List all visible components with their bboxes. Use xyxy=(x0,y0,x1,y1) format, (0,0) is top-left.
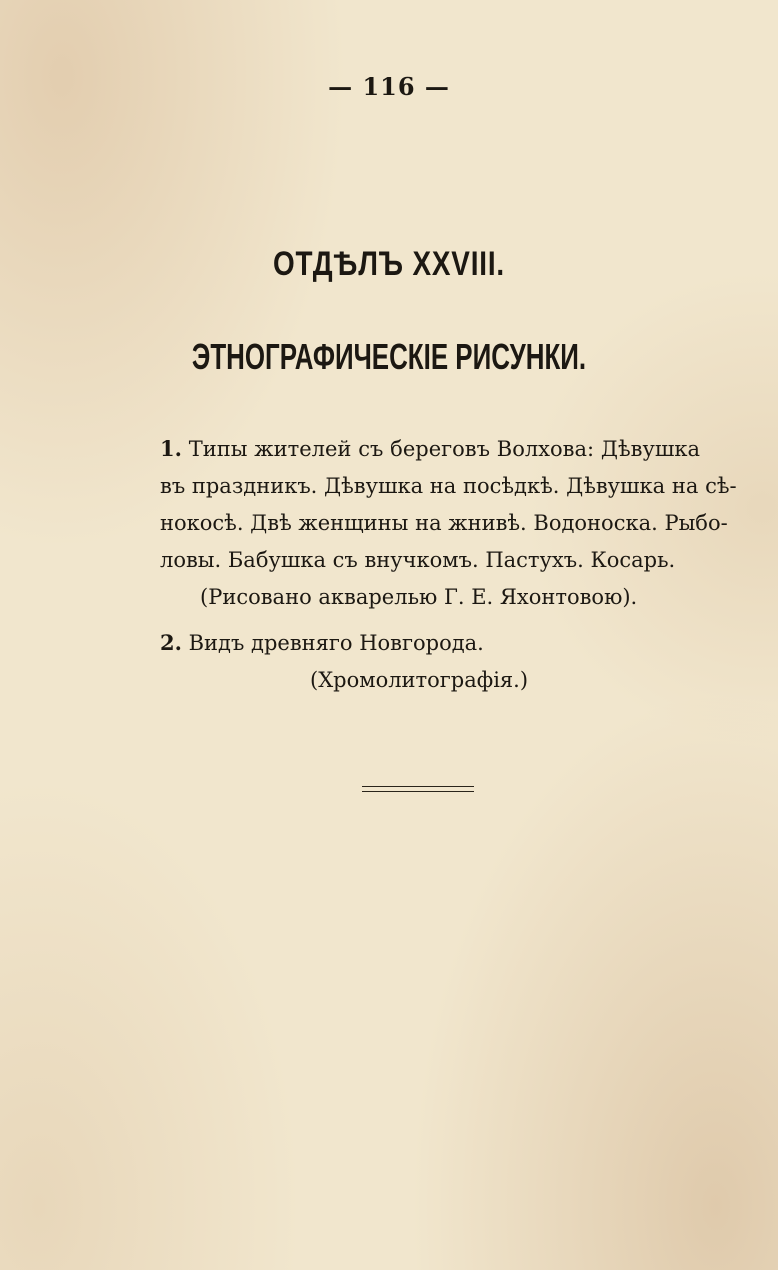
closing-rule-top xyxy=(362,786,474,787)
entry-note: (Хромолитографія.) xyxy=(310,668,529,692)
entry-note: (Рисовано акварелью Г. Е. Яхонтовою). xyxy=(200,585,638,609)
entry-line xyxy=(160,430,700,468)
entry-text: Типы жителей съ береговъ Волхова: Дѣвушка xyxy=(188,437,700,461)
entry-text: Видъ древняго Новгорода. xyxy=(188,631,484,655)
entry-line: нокосѣ. Двѣ женщины на жнивѣ. Водоноска. Рыбо- xyxy=(160,511,728,535)
closing-rule-bottom xyxy=(362,791,474,792)
entry-number: 1. xyxy=(160,436,182,461)
entry-list xyxy=(160,430,737,707)
entry-line: въ праздникъ. Дѣвушка на посѣдкѣ. Дѣвушка на сѣ- xyxy=(160,474,737,498)
entry-line: ловы. Бабушка съ внучкомъ. Пастухъ. Косарь. xyxy=(160,548,676,572)
list-item xyxy=(160,430,737,616)
section-title: ОТДѢЛЪ XXVIII. xyxy=(273,245,505,283)
page-number: — 116 — xyxy=(328,72,450,101)
entry-number: 2. xyxy=(160,630,182,655)
section-subtitle: ЭТНОГРАФИЧЕСКІЕ РИСУНКИ. xyxy=(191,336,587,377)
entry-line xyxy=(160,624,700,662)
list-item xyxy=(160,624,700,699)
